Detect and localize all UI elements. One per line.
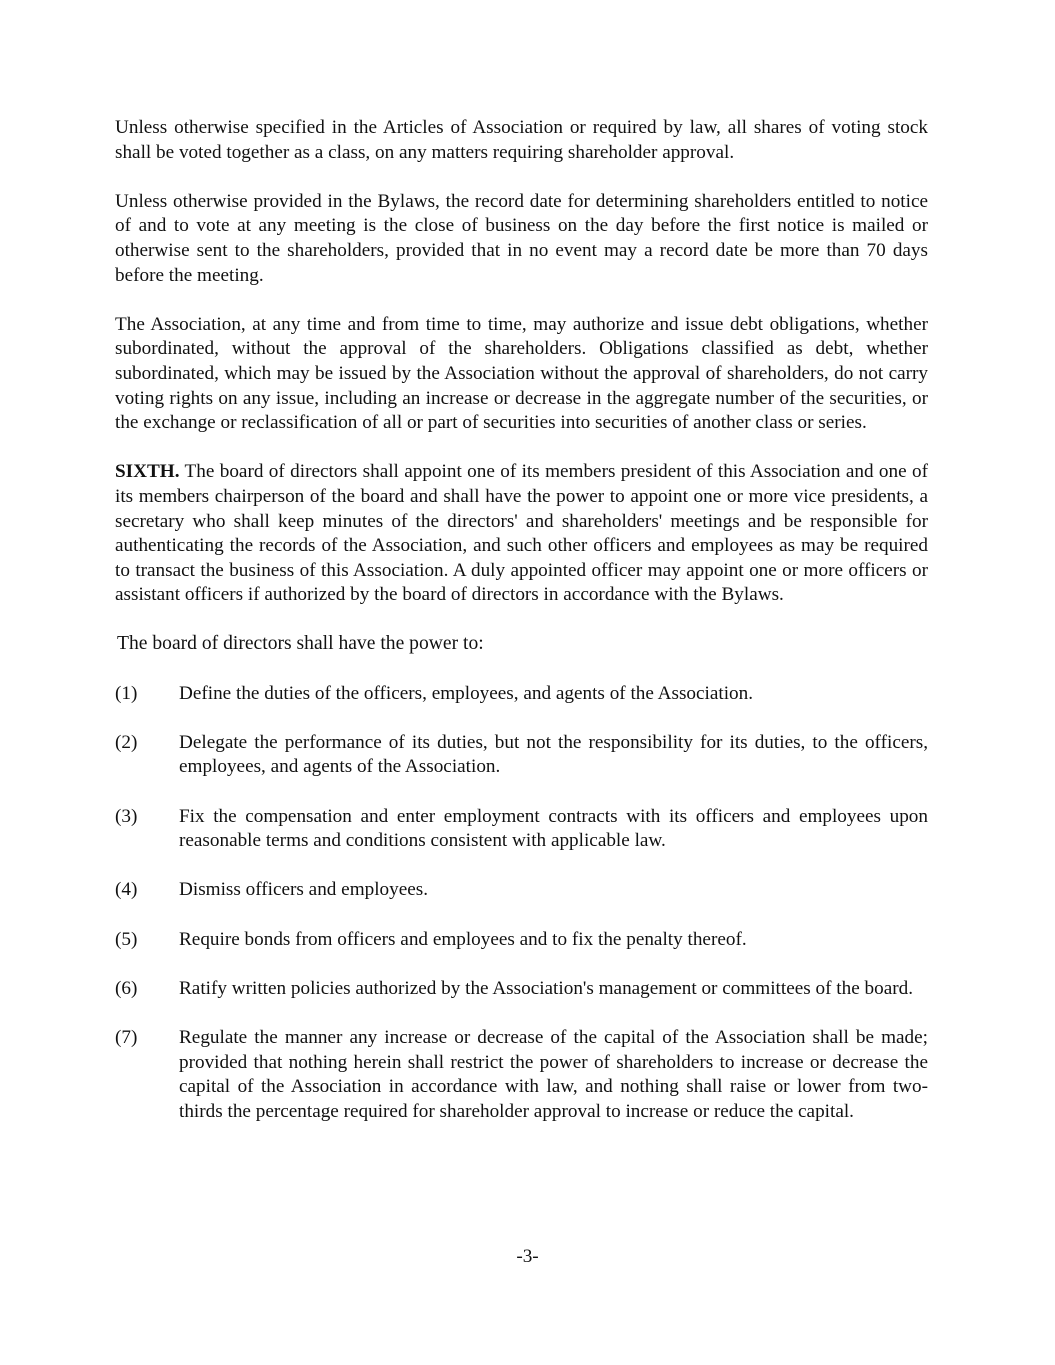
list-item-number: (6) <box>115 977 138 999</box>
list-item-text: Dismiss officers and employees. <box>179 879 429 901</box>
paragraph-sixth <box>115 460 928 608</box>
list-item-number: (1) <box>115 682 138 704</box>
list-item-text: Fix the compensation and enter employment contracts with its officers and employees upon reasonable terms and conditions consistent with applicable law. <box>179 805 928 852</box>
list-item-number: (4) <box>115 879 138 901</box>
powers-list <box>115 682 928 1125</box>
powers-intro: The board of directors shall have the power to: <box>117 633 484 655</box>
list-item-number: (5) <box>115 928 138 950</box>
paragraph-debt-obligations: The Association, at any time and from time to time, may authorize and issue debt obligations, whether subordinated, without the approval of the shareholders. Obligations classified as debt, whether subordinated, which may be issued by the Association without the approval of shareholders, do not carry voting rights on any issue, including an increase or decrease in the aggregate number of the securities, or the exchange or reclassification of all or part of securities into securities of another class or series. <box>115 313 928 434</box>
paragraph-voting-class: Unless otherwise specified in the Articles of Association or required by law, all shares of voting stock shall be voted together as a class, on any matters requiring shareholder approval. <box>115 117 928 163</box>
list-item <box>115 805 928 854</box>
list-item-text: Define the duties of the officers, employees, and agents of the Association. <box>179 682 754 704</box>
list-item-text: Regulate the manner any increase or decrease of the capital of the Association shall be made; provided that nothing herein shall restrict the power of shareholders to increase or decrease the capital of the Association in accordance with law, and nothing shall raise or lower from two-thirds the percentage required for shareholder approval to increase or reduce the capital. <box>179 1026 928 1122</box>
list-item-text: Ratify written policies authorized by the Association's management or committees of the board. <box>179 977 913 999</box>
sixth-text: The board of directors shall appoint one of its members president of this Association and one of its members chairperson of the board and shall have the power to appoint one or more vice presidents, a secretary who shall keep minutes of the directors' and shareholders' meetings and be responsible for authenticating the records of the Association, and such other officers and employees as may be required to transact the business of this Association. A duly appointed officer may appoint one or more officers or assistant officers if authorized by the board of directors in accordance with the Bylaws. <box>115 461 928 606</box>
list-item <box>115 1026 928 1124</box>
list-item <box>115 928 928 953</box>
document-page <box>115 116 928 1149</box>
paragraph-record-date: Unless otherwise provided in the Bylaws, the record date for determining shareholders entitled to notice of and to vote at any meeting is the close of business on the day before the first notice is mailed or otherwise sent to the shareholders, provided that in no event may a record date be more than 70 days before the meeting. <box>115 190 928 286</box>
list-item <box>115 878 928 903</box>
list-item-number: (7) <box>115 1026 138 1048</box>
list-item <box>115 731 928 780</box>
page-number: -3- <box>516 1246 539 1267</box>
list-item-number: (3) <box>115 805 138 827</box>
list-item-text: Require bonds from officers and employees and to fix the penalty thereof. <box>179 928 747 950</box>
list-item <box>115 977 928 1002</box>
section-label-sixth: SIXTH. <box>115 461 180 483</box>
list-item-text: Delegate the performance of its duties, but not the responsibility for its duties, to the officers, employees, and agents of the Association. <box>179 731 928 778</box>
list-item-number: (2) <box>115 731 138 753</box>
list-item <box>115 682 928 707</box>
